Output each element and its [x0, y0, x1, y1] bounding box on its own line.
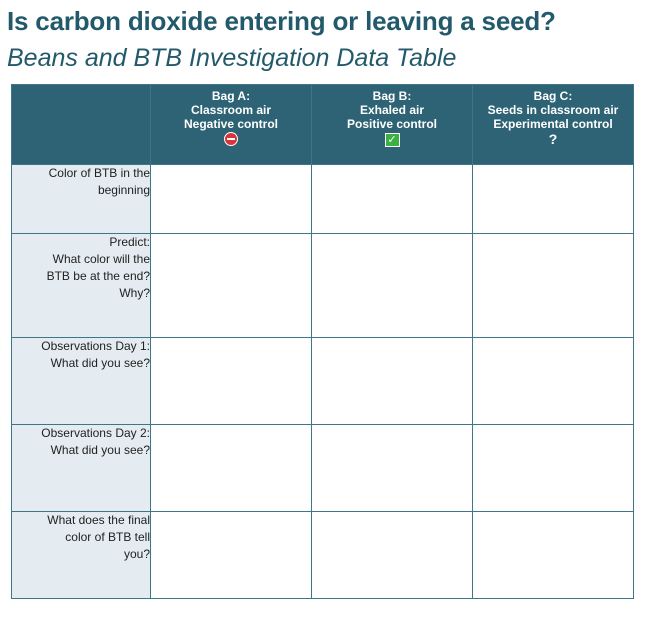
bag-a-cell[interactable]	[151, 234, 312, 338]
bag-c-header	[473, 85, 634, 165]
row-label-line: What did you see?	[50, 443, 150, 457]
row-label-final-color	[12, 512, 151, 599]
bag-a-cell[interactable]	[151, 512, 312, 599]
corner-header-cell	[12, 85, 151, 165]
bag-c-cell[interactable]	[473, 165, 634, 234]
bag-a-header	[151, 85, 312, 165]
bag-b-cell[interactable]	[312, 234, 473, 338]
row-label-line: What color will the	[52, 252, 150, 266]
bag-a-cell[interactable]	[151, 338, 312, 425]
row-label-line: What does the final	[47, 513, 150, 527]
table-row	[12, 234, 634, 338]
bag-c-label: Bag C:	[533, 89, 573, 103]
investigation-data-table	[11, 84, 634, 599]
row-label-line: Observations Day 1:	[41, 339, 150, 353]
bag-a-control: Negative control	[183, 117, 279, 131]
bag-b-header	[312, 85, 473, 165]
row-label-line: Observations Day 2:	[41, 426, 150, 440]
bag-c-cell[interactable]	[473, 512, 634, 599]
table-row	[12, 425, 634, 512]
row-label-line: What did you see?	[50, 356, 150, 370]
bag-b-cell[interactable]	[312, 165, 473, 234]
bag-a-label: Bag A:	[211, 89, 251, 103]
bag-b-cell[interactable]	[312, 512, 473, 599]
row-label-line: color of BTB tell	[65, 530, 150, 544]
row-label-predict	[12, 234, 151, 338]
table-row	[12, 338, 634, 425]
bag-b-label: Bag B:	[372, 89, 412, 103]
row-label-observations-day-2	[12, 425, 151, 512]
bag-c-cell[interactable]	[473, 425, 634, 512]
bag-b-condition: Exhaled air	[359, 103, 425, 117]
bag-b-cell[interactable]	[312, 338, 473, 425]
bag-a-cell[interactable]	[151, 165, 312, 234]
bag-a-condition: Classroom air	[190, 103, 272, 117]
bag-c-control: Experimental control	[493, 117, 613, 131]
no-entry-icon	[224, 132, 239, 147]
row-label-line: you?	[123, 547, 150, 561]
check-icon: ✓	[385, 132, 400, 147]
bag-b-control: Positive control	[346, 117, 438, 131]
bag-c-cell[interactable]	[473, 234, 634, 338]
bag-c-condition: Seeds in classroom air	[487, 103, 619, 117]
row-label-observations-day-1	[12, 338, 151, 425]
row-label-initial-color	[12, 165, 151, 234]
page-subtitle: Beans and BTB Investigation Data Table	[7, 44, 457, 72]
row-label-line: beginning	[97, 183, 150, 197]
bag-c-cell[interactable]	[473, 338, 634, 425]
row-label-line: Predict:	[109, 235, 150, 249]
question-icon: ?	[548, 131, 558, 147]
bag-a-cell[interactable]	[151, 425, 312, 512]
row-label-line: BTB be at the end?	[46, 269, 150, 283]
page-title: Is carbon dioxide entering or leaving a seed?	[7, 6, 556, 36]
header-row	[12, 85, 634, 165]
row-label-line: Color of BTB in the	[48, 166, 150, 180]
table-row	[12, 165, 634, 234]
bag-b-cell[interactable]	[312, 425, 473, 512]
table-row	[12, 512, 634, 599]
row-label-line: Why?	[119, 286, 150, 300]
